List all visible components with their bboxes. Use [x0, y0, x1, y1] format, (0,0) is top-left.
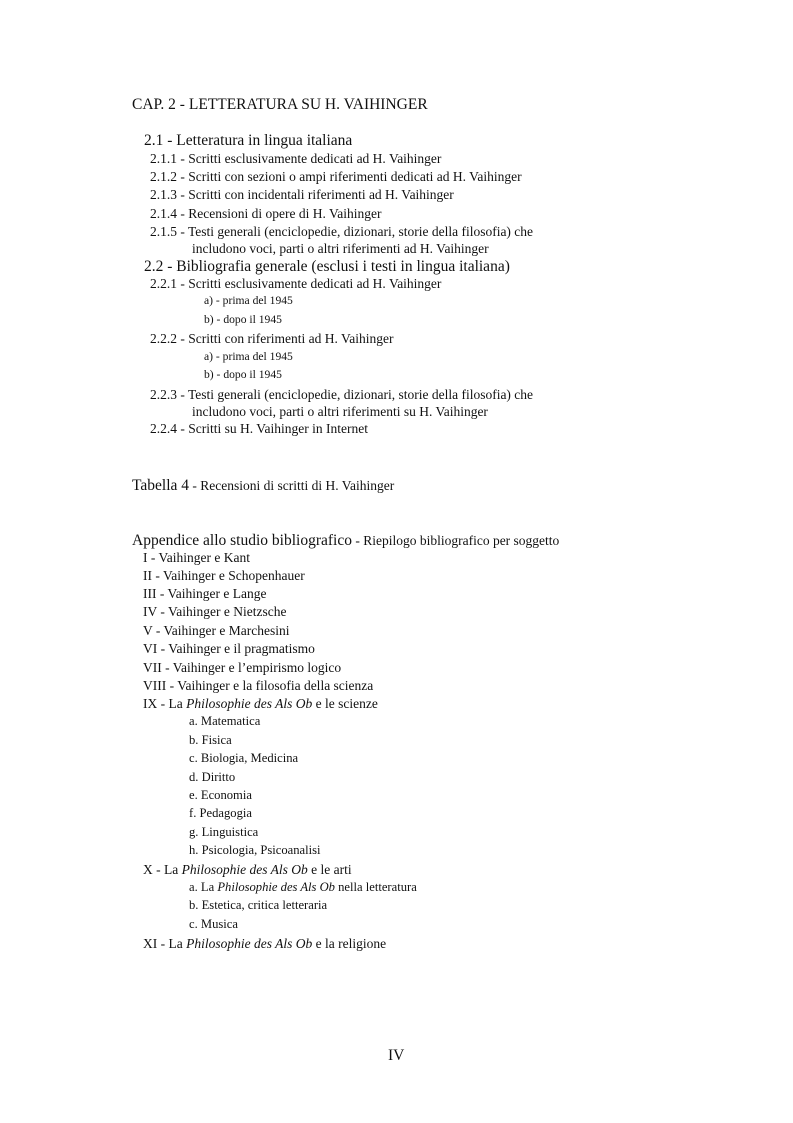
appendix-x-sub-a-title: Philosophie des Als Ob	[217, 880, 335, 894]
toc-sub-2-2-1-a: a) - prima del 1945	[204, 294, 293, 307]
toc-item-2-1-5: 2.1.5 - Testi generali (enciclopedie, dizionari, storie della filosofia) che	[150, 224, 534, 239]
appendix-ix-sub-e: e. Economia	[189, 788, 252, 802]
appendix-item-vii: VII - Vaihinger e l’empirismo logico	[143, 660, 342, 675]
toc-item-2-1-1: 2.1.1 - Scritti esclusivamente dedicati ad H. Vaihinger	[150, 151, 442, 166]
appendix-ix-sub-b: b. Fisica	[189, 733, 232, 747]
appendix-item-ix-title: Philosophie des Als Ob	[186, 696, 313, 711]
appendix-item-ix-suffix: e le scienze	[312, 696, 378, 711]
appendix-item-iv: IV - Vaihinger e Nietzsche	[143, 604, 287, 619]
toc-item-2-1-3: 2.1.3 - Scritti con incidentali riferimenti ad H. Vaihinger	[150, 187, 454, 202]
appendix-item-iii: III - Vaihinger e Lange	[143, 586, 267, 601]
appendix-item-ix-prefix: IX - La	[143, 696, 187, 711]
appendix-item-x-suffix: e le arti	[307, 862, 352, 877]
appendix-item-xi-suffix: e la religione	[312, 936, 387, 951]
section-2-2-title: 2.2 - Bibliografia generale (esclusi i testi in lingua italiana)	[144, 258, 510, 275]
toc-item-2-2-3-cont: includono voci, parti o altri riferimenti su H. Vaihinger	[192, 404, 488, 419]
appendix-item-ii: II - Vaihinger e Schopenhauer	[143, 568, 305, 583]
appendix-item-viii: VIII - Vaihinger e la filosofia della scienza	[143, 678, 374, 693]
appendix-x-sub-a-prefix: a. La	[189, 880, 218, 894]
toc-item-2-1-4: 2.1.4 - Recensioni di opere di H. Vaihinger	[150, 206, 382, 221]
appendix-item-xi-title: Philosophie des Als Ob	[186, 936, 313, 951]
appendix-ix-sub-f: f. Pedagogia	[189, 806, 252, 820]
table-4-title: - Recensioni di scritti di H. Vaihinger	[189, 478, 395, 493]
appendix-item-x	[143, 863, 352, 877]
appendix-x-sub-a	[189, 881, 417, 894]
appendix-item-v: V - Vaihinger e Marchesini	[143, 623, 290, 638]
appendix-item-xi-prefix: XI - La	[143, 936, 187, 951]
toc-item-2-1-5-cont: includono voci, parti o altri riferimenti ad H. Vaihinger	[192, 241, 489, 256]
appendix-item-xi	[143, 937, 386, 951]
section-2-1-title: 2.1 - Letteratura in lingua italiana	[144, 132, 353, 149]
appendix-item-vi: VI - Vaihinger e il pragmatismo	[143, 641, 315, 656]
toc-sub-2-2-2-b: b) - dopo il 1945	[204, 368, 282, 381]
appendix-ix-sub-g: g. Linguistica	[189, 825, 259, 839]
appendix-ix-sub-a: a. Matematica	[189, 714, 261, 728]
appendix-ix-sub-c: c. Biologia, Medicina	[189, 751, 299, 765]
toc-item-2-2-4: 2.2.4 - Scritti su H. Vaihinger in Internet	[150, 421, 368, 436]
appendix-x-sub-a-suffix: nella letteratura	[334, 880, 417, 894]
toc-item-2-2-3: 2.2.3 - Testi generali (enciclopedie, dizionari, storie della filosofia) che	[150, 387, 534, 402]
appendix-heading	[132, 533, 559, 549]
appendix-x-sub-c: c. Musica	[189, 917, 238, 931]
appendix-subtitle: - Riepilogo bibliografico per soggetto	[351, 533, 560, 548]
toc-item-2-2-2: 2.2.2 - Scritti con riferimenti ad H. Vaihinger	[150, 331, 394, 346]
toc-sub-2-2-2-a: a) - prima del 1945	[204, 350, 293, 363]
appendix-x-sub-b: b. Estetica, critica letteraria	[189, 898, 328, 912]
table-4-label: Tabella 4	[132, 477, 190, 494]
appendix-item-ix	[143, 697, 378, 711]
page-number: IV	[388, 1047, 405, 1064]
appendix-ix-sub-h: h. Psicologia, Psicoanalisi	[189, 843, 321, 857]
appendix-label: Appendice allo studio bibliografico	[132, 532, 352, 549]
appendix-item-i: I - Vaihinger e Kant	[143, 550, 250, 565]
toc-item-2-1-2: 2.1.2 - Scritti con sezioni o ampi riferimenti dedicati ad H. Vaihinger	[150, 169, 522, 184]
appendix-ix-sub-d: d. Diritto	[189, 770, 236, 784]
table-4-entry	[132, 478, 394, 494]
toc-sub-2-2-1-b: b) - dopo il 1945	[204, 313, 282, 326]
appendix-item-x-prefix: X - La	[143, 862, 182, 877]
toc-item-2-2-1: 2.2.1 - Scritti esclusivamente dedicati ad H. Vaihinger	[150, 276, 442, 291]
chapter-heading: CAP. 2 - LETTERATURA SU H. VAIHINGER	[132, 96, 428, 113]
appendix-item-x-title: Philosophie des Als Ob	[181, 862, 308, 877]
